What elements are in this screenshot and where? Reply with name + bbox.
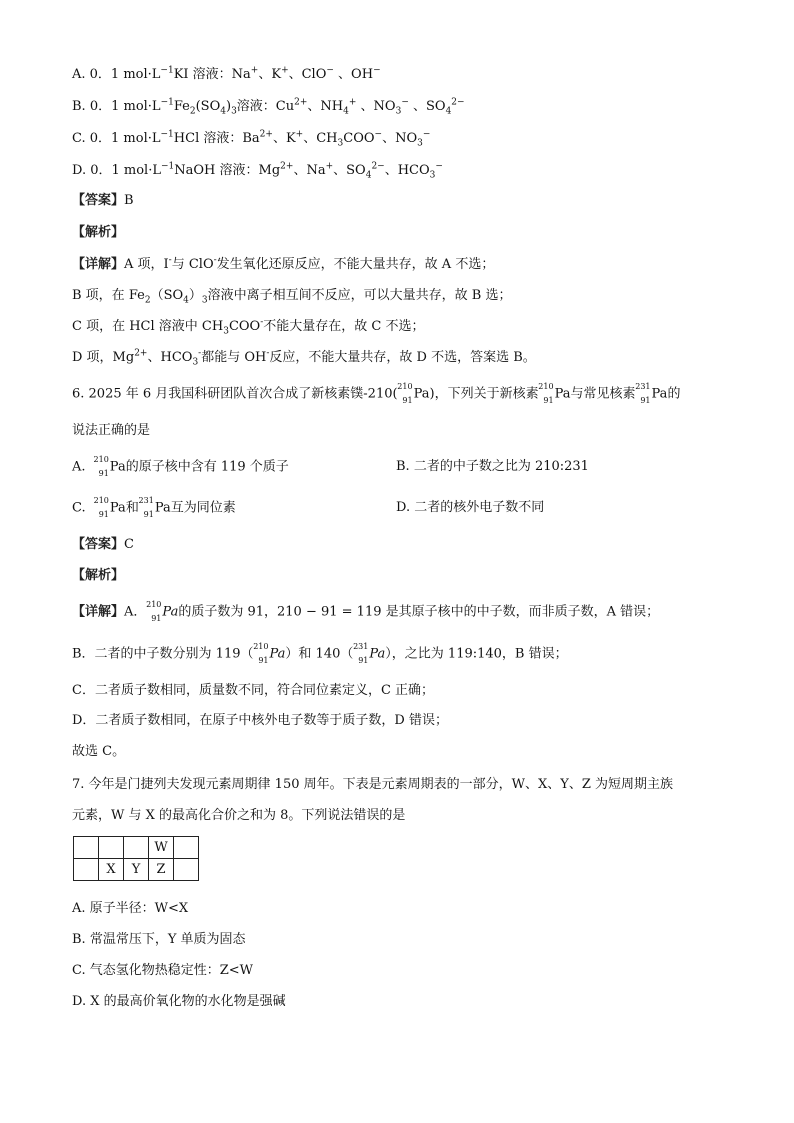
table-row [74,837,199,859]
q6-explain-d: D．二者质子数相同，在原子中核外电子数等于质子数，D 错误； [72,713,448,728]
table-cell: W [149,837,174,859]
nuclide-pa210: 210 91 [146,600,162,623]
periodic-table-fragment [73,836,199,881]
q6-explain-c: C．二者质子数相同，质量数不同，符合同位素定义，C 正确； [72,683,435,698]
table-cell [174,837,199,859]
table-cell: Z [149,859,174,881]
q5-option-d: D. 0．1 $mol\cdot L^{-1}NaOH$ 溶液：$Mg^{2+}$、Na+、$SO_4^{2-}$、$HCO_3^-$ [72,161,443,181]
q5-analysis-label: 【解析】 [72,225,125,240]
nuclide-pa210: 210 91 [253,642,269,665]
table-cell: X [99,859,124,881]
q6-explain-a: 【详解】A． 210 91 Pa的质子数为 91，210 − 91 = 119 是其原子核中的中子数，而非质子数，A 错误； [72,600,660,623]
nuclide-pa210: 210 91 [538,382,554,405]
q6-option-c: C. 210 91 Pa和 231 91 Pa互为同位素 [72,496,236,519]
nuclide-pa231: 231 91 [138,496,154,519]
q7-stem-line1: 7. 今年是门捷列夫发现元素周期律 150 周年。下表是元素周期表的一部分，W、X、Y、Z 为短周期主族 [72,777,673,792]
q6-analysis-label: 【解析】 [72,568,125,583]
table-cell [74,837,99,859]
q6-option-d: D. 二者的核外电子数不同 [396,500,545,515]
answer-value: B [124,193,134,208]
q6-option-b: B. 二者的中子数之比为 210:231 [396,459,589,474]
q5-answer [72,192,134,210]
nuclide-pa210: 210 91 [397,382,413,405]
q7-option-b: B. 常温常压下，Y 单质为固态 [72,932,246,947]
q7-stem-line2: 元素，W 与 X 的最高化合价之和为 8。下列说法错误的是 [72,808,406,823]
answer-value: C [124,537,134,552]
nuclide-pa231: 231 91 [353,642,369,665]
q5-option-b: B. 0．1 $mol\cdot L^{-1}Fe_2(SO_4)_3$溶液：$Cu^{2+}$、$NH_4^+$ 、$NO_3^-$ 、$SO_4^{2-}$ [72,97,465,117]
q5-detail-a: 【详解】A 项，I-与 ClO-发生氧化还原反应，不能大量共存，故 A 不选； [72,255,495,272]
table-cell [174,859,199,881]
q5-option-a: A. 0．1 $mol\cdot L^{-1}KI$ 溶液：Na+、K+、ClO− 、OH− [72,65,381,82]
q6-answer [72,536,134,554]
q6-conclusion: 故选 C。 [72,744,126,759]
q5-detail-c: C 项，在 HCl 溶液中 $CH_3COO^-$不能大量存在，故 C 不选； [72,317,425,337]
table-cell [99,837,124,859]
q7-option-d: D. X 的最高价氧化物的水化物是强碱 [72,994,286,1009]
q6-explain-b: B．二者的中子数分别为 119（ 210 91 Pa）和 140（ 231 91 Pa），之比为 119:140，B 错误； [72,642,568,665]
q7-option-c: C. 气态氢化物热稳定性：Z<W [72,963,254,978]
q6-option-a: A. 210 91 Pa的原子核中含有 119 个质子 [72,455,289,478]
nuclide-pa210: 210 91 [93,455,109,478]
nuclide-pa210: 210 91 [93,496,109,519]
table-row [74,859,199,881]
table-cell [124,837,149,859]
table-cell [74,859,99,881]
answer-label: 【答案】 [72,537,125,552]
answer-label: 【答案】 [72,193,125,208]
table-cell: Y [124,859,149,881]
q6-stem-line2: 说法正确的是 [72,423,151,438]
q5-option-c: C. 0．1 $mol\cdot L^{-1}HCl$ 溶液：$Ba^{2+}$、K+、$CH_3COO^-$、$NO_3^-$ [72,129,431,149]
q5-detail-b: B 项，在 $Fe_2(SO_4)_3$溶液中离子相互间不反应，可以大量共存，故 B 选； [72,288,512,306]
q6-stem-line1: 6. 2025 年 6 月我国科研团队首次合成了新核素镤-210( 210 91 Pa)，下列关于新核素 210 91 Pa与常见核素 231 91 Pa的 [72,382,681,405]
nuclide-pa231: 231 91 [635,382,651,405]
q7-option-a: A. 原子半径：W<X [72,901,189,916]
q5-detail-d: D 项，$Mg^{2+}$、$HCO_3^-$都能与 OH-反应，不能大量共存，故 D 不选，答案选 B。 [72,348,536,368]
